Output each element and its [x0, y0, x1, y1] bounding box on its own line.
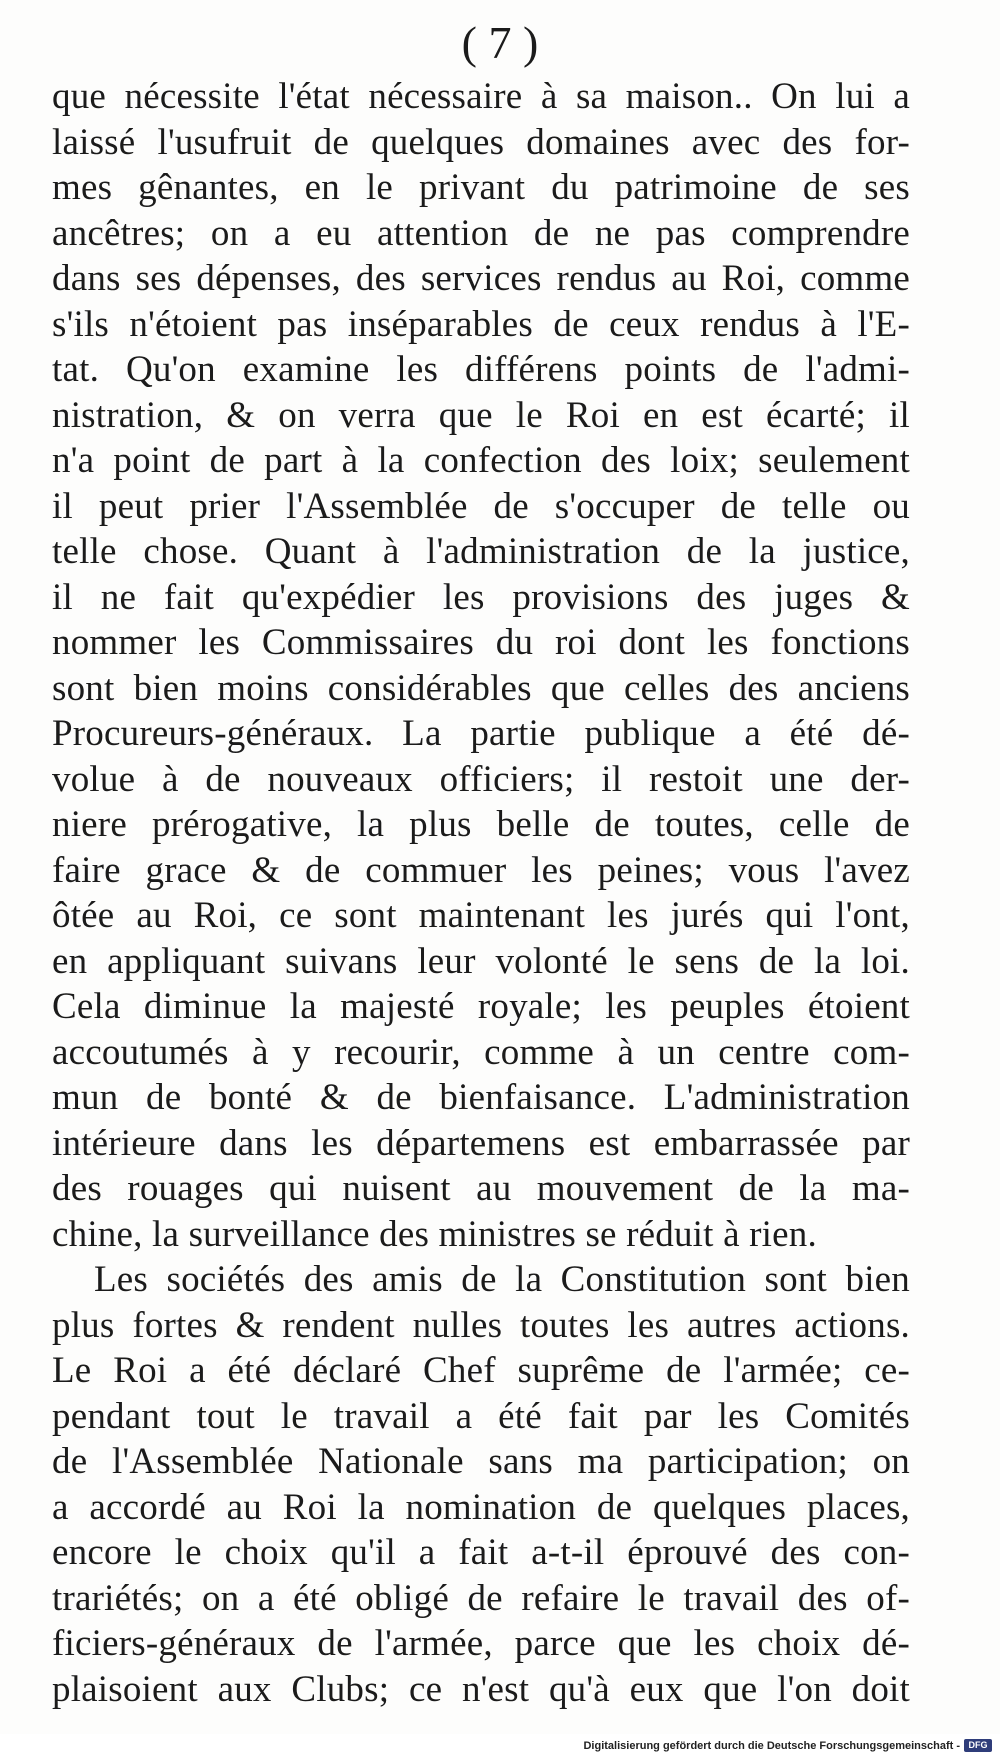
page-number: ( 7 )	[461, 17, 539, 68]
text-line: s'ils n'étoient pas inséparables de ceux rendus à l'E-	[52, 303, 910, 345]
text-line: telle chose. Quant à l'administration de la justice,	[52, 531, 910, 572]
text-line: Procureurs-généraux. La partie publique a été dé-	[52, 713, 910, 754]
text-line: mun de bonté & de bienfaisance. L'administration	[52, 1077, 910, 1118]
text-line: encore le choix qu'il a fait a-t-il éprouvé des con-	[52, 1532, 910, 1573]
text-line: trariétés; on a été obligé de refaire le travail des of-	[52, 1577, 910, 1619]
text-line: ancêtres; on a eu attention de ne pas comprendre	[52, 212, 910, 254]
text-line: pendant tout le travail a été fait par les Comités	[52, 1395, 910, 1437]
text-line: nistration, & on verra que le Roi en est écarté; il	[52, 394, 910, 436]
text-line: plaisoient aux Clubs; ce n'est qu'à eux que l'on doit	[52, 1668, 910, 1710]
text-line: ôtée au Roi, ce sont maintenant les jurés qui l'ont,	[52, 895, 910, 936]
text-line: Le Roi a été déclaré Chef suprême de l'armée; ce-	[52, 1350, 910, 1391]
text-line: volue à de nouveaux officiers; il restoit une der-	[52, 758, 910, 800]
text-line: des rouages qui nuisent au mouvement de la ma-	[52, 1168, 910, 1209]
text-line: dans ses dépenses, des services rendus au Roi, comme	[52, 258, 910, 299]
text-line: Cela diminue la majesté royale; les peuples étoient	[52, 986, 910, 1027]
text-line: ficiers-généraux de l'armée, parce que les choix dé-	[52, 1623, 910, 1664]
text-line: n'a point de part à la confection des loix; seulement	[52, 440, 910, 481]
text-line: faire grace & de commuer les peines; vous l'avez	[52, 849, 910, 891]
text-line: Les sociétés des amis de la Constitution sont bien	[94, 1259, 910, 1300]
text-line: chine, la surveillance des ministres se réduit à rien.	[52, 1213, 817, 1255]
text-line: accoutumés à y recourir, comme à un centre com-	[52, 1031, 910, 1073]
text-line: laissé l'usufruit de quelques domaines avec des for-	[52, 121, 910, 163]
text-line: mes gênantes, en le privant du patrimoine de ses	[52, 167, 910, 208]
text-line: tat. Qu'on examine les différens points de l'admi-	[52, 349, 910, 390]
dfg-logo: DFG	[964, 1739, 992, 1752]
text-line: a accordé au Roi la nomination de quelques places,	[52, 1486, 910, 1528]
text-line: en appliquant suivans leur volonté le sens de la loi.	[52, 940, 910, 982]
text-line: il ne fait qu'expédier les provisions des juges &	[52, 576, 910, 618]
text-line: que nécessite l'état nécessaire à sa maison.. On lui a	[52, 76, 910, 117]
text-line: nommer les Commissaires du roi dont les fonctions	[52, 622, 910, 663]
text-line: plus fortes & rendent nulles toutes les autres actions.	[52, 1304, 910, 1346]
digitization-credit: Digitalisierung gefördert durch die Deutsche Forschungsgemeinschaft -	[583, 1740, 960, 1752]
text-line: il peut prier l'Assemblée de s'occuper de telle ou	[52, 485, 910, 527]
text-line: intérieure dans les départemens est embarrassée par	[52, 1122, 910, 1164]
text-line: sont bien moins considérables que celles des anciens	[52, 667, 910, 709]
text-line: de l'Assemblée Nationale sans ma participation; on	[52, 1441, 910, 1482]
body-text	[52, 74, 910, 1712]
text-line: niere prérogative, la plus belle de toutes, celle de	[52, 804, 910, 845]
